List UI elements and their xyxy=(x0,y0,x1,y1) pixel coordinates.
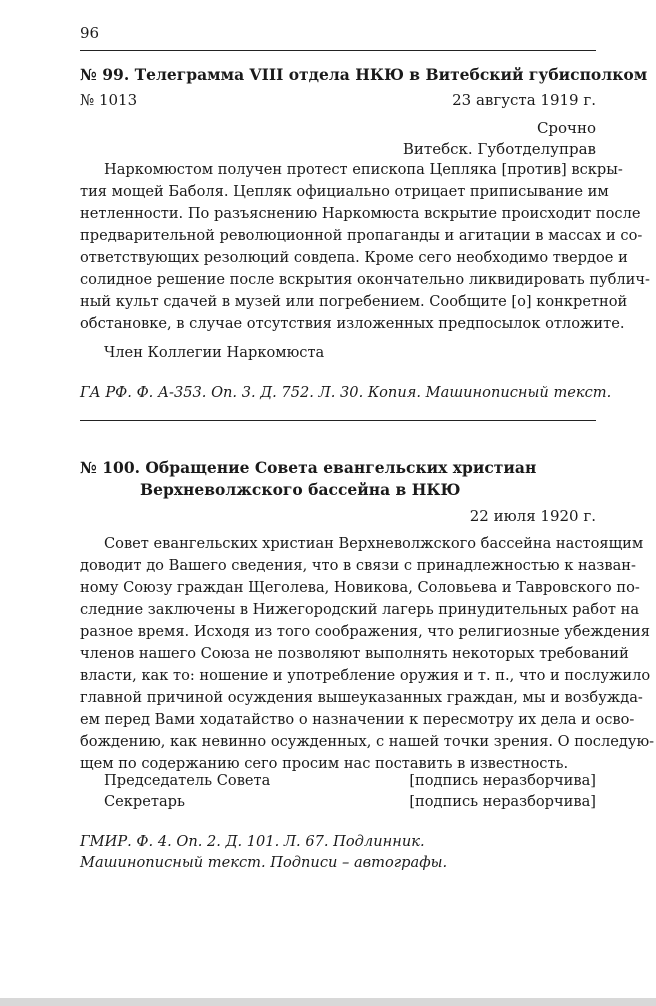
doc99-address: Витебск. Губотделуправ xyxy=(402,140,596,158)
doc99-signature: Член Коллегии Наркомюста xyxy=(104,344,325,361)
doc100-body-line: главной причиной осуждения вышеуказанных граждан, мы и возбужда- xyxy=(80,689,643,706)
doc99-body xyxy=(80,159,650,335)
doc99-body-line: тия мощей Баболя. Цепляк официально отрицает приписывание им xyxy=(80,183,609,200)
doc100-body-line: бождению, как невинно осужденных, с нашей точки зрения. О последую- xyxy=(80,733,655,750)
doc99-urgency: Срочно xyxy=(536,119,596,137)
doc100-title-line1: № 100. Обращение Совета евангельских христиан xyxy=(80,458,537,477)
doc99-body-line: предварительной революционной пропаганды и агитации в массах и со- xyxy=(80,227,643,244)
page-number: 96 xyxy=(80,24,100,42)
doc100-body xyxy=(80,533,655,775)
doc99-body-line: Наркомюстом получен протест епископа Цепляка [против] вскры- xyxy=(104,161,623,178)
doc100-body-line: членов нашего Союза не позволяют выполнять некоторых требований xyxy=(80,645,629,662)
doc100-body-line: ем перед Вами ходатайство о назначении к пересмотру их дела и осво- xyxy=(80,711,635,728)
doc99-body-line: ный культ сдачей в музей или погребением. Сообщите [о] конкретной xyxy=(80,293,628,310)
doc100-signature-note-secretary: [подпись неразборчива] xyxy=(409,793,596,810)
doc100-source-line1: ГМИР. Ф. 4. Оп. 2. Д. 101. Л. 67. Подлинник. xyxy=(80,833,425,850)
doc100-body-line: доводит до Вашего сведения, что в связи с принадлежностью к назван- xyxy=(80,557,636,574)
header-rule xyxy=(80,50,596,51)
section-divider xyxy=(80,420,596,421)
doc99-number: № 1013 xyxy=(80,91,138,109)
doc99-date: 23 августа 1919 г. xyxy=(452,91,596,109)
doc99-body-line: обстановке, в случае отсутствия изложенных предпосылок отложите. xyxy=(80,315,625,332)
doc99-source: ГА РФ. Ф. А-353. Оп. 3. Д. 752. Л. 30. Копия. Машинописный текст. xyxy=(80,384,612,401)
doc100-body-line: следние заключены в Нижегородский лагерь принудительных работ на xyxy=(80,601,640,618)
doc100-body-line: Совет евангельских христиан Верхневолжского бассейна настоящим xyxy=(104,535,644,552)
doc100-title-line2: Верхневолжского бассейна в НКЮ xyxy=(140,480,461,499)
doc99-body-line: солидное решение после вскрытия окончательно ликвидировать публич- xyxy=(80,271,650,288)
doc100-body-line: щем по содержанию сего просим нас поставить в известность. xyxy=(80,755,569,772)
doc100-body-line: разное время. Исходя из того соображения, что религиозные убеждения xyxy=(80,623,650,640)
doc100-signature-role-secretary: Секретарь xyxy=(104,793,185,810)
doc99-title: № 99. Телеграмма VIII отдела НКЮ в Витебский губисполком xyxy=(80,65,648,84)
doc99-body-line: нетленности. По разъяснению Наркомюста вскрытие происходит после xyxy=(80,205,641,222)
doc99-body-line: ответствующих резолюций совдепа. Кроме сего необходимо твердое и xyxy=(80,249,628,266)
page-bottom-edge xyxy=(0,998,656,1006)
doc100-source-line2: Машинописный текст. Подписи – автографы. xyxy=(80,854,448,871)
doc100-signature-note-chair: [подпись неразборчива] xyxy=(409,772,596,789)
doc100-signature-role-chair: Председатель Совета xyxy=(104,772,271,789)
doc100-body-line: ному Союзу граждан Щеголева, Новикова, Соловьева и Тавровского по- xyxy=(80,579,640,596)
doc100-body-line: власти, как то: ношение и употребление оружия и т. п., что и послужило xyxy=(80,667,651,684)
doc100-date: 22 июля 1920 г. xyxy=(469,507,596,525)
